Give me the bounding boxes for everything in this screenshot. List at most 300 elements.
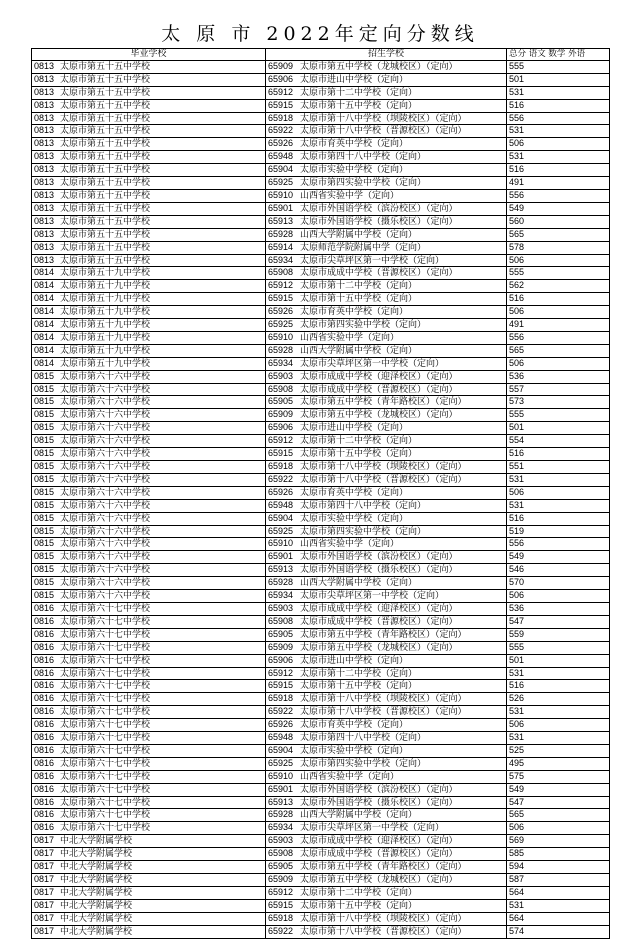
recruiting-school-name: 太原市进山中学校（定向）: [300, 74, 409, 85]
score-cell: [507, 809, 610, 822]
recruiting-school-code: 65926: [268, 719, 294, 730]
table-row: [32, 448, 610, 461]
recruiting-school-cell: [266, 306, 507, 319]
graduating-school-code: 0813: [34, 177, 55, 188]
table-row: [32, 577, 610, 590]
table-row: [32, 654, 610, 667]
recruiting-school-code: 65948: [268, 732, 294, 743]
recruiting-school-cell: [266, 809, 507, 822]
recruiting-school-cell: [266, 835, 507, 848]
graduating-school-code: 0815: [34, 499, 55, 510]
recruiting-school-cell: [266, 99, 507, 112]
total-score: 536: [509, 602, 525, 613]
total-score: 559: [509, 628, 525, 639]
graduating-school-cell: [32, 577, 266, 590]
table-row: [32, 861, 610, 874]
graduating-school-cell: [32, 73, 266, 86]
recruiting-school-code: 65901: [268, 783, 294, 794]
graduating-school-code: 0813: [34, 151, 55, 162]
graduating-school-code: 0817: [34, 848, 55, 859]
recruiting-school-code: 65906: [268, 422, 294, 433]
graduating-school-cell: [32, 60, 266, 73]
recruiting-school-code: 65903: [268, 602, 294, 613]
recruiting-school-code: 65934: [268, 254, 294, 265]
recruiting-school-code: 65918: [268, 693, 294, 704]
score-cell: [507, 138, 610, 151]
recruiting-school-cell: [266, 202, 507, 215]
graduating-school-name: 太原市第六十六中学校: [60, 526, 151, 537]
graduating-school-code: 0813: [34, 202, 55, 213]
recruiting-school-name: 太原市成成中学校（迎泽校区）（定向）: [300, 603, 458, 614]
table-row: [32, 189, 610, 202]
score-cell: [507, 499, 610, 512]
graduating-school-code: 0815: [34, 370, 55, 381]
header-graduating-school: 毕业学校: [32, 49, 266, 61]
score-cell: [507, 525, 610, 538]
recruiting-school-code: 65912: [268, 435, 294, 446]
graduating-school-code: 0816: [34, 628, 55, 639]
total-score: 501: [509, 73, 525, 84]
graduating-school-cell: [32, 602, 266, 615]
recruiting-school-name: 太原市第十五中学校（定向）: [300, 449, 418, 460]
graduating-school-code: 0815: [34, 564, 55, 575]
score-cell: [507, 835, 610, 848]
graduating-school-name: 太原市第六十七中学校: [60, 810, 151, 821]
table-row: [32, 564, 610, 577]
header-recruiting-school: 招生学校: [266, 49, 507, 61]
recruiting-school-code: 65908: [268, 615, 294, 626]
graduating-school-code: 0816: [34, 822, 55, 833]
score-cell: [507, 796, 610, 809]
recruiting-school-cell: [266, 189, 507, 202]
table-row: [32, 925, 610, 938]
recruiting-school-code: 65912: [268, 667, 294, 678]
recruiting-school-cell: [266, 357, 507, 370]
total-score: 555: [509, 641, 525, 652]
score-cell: [507, 306, 610, 319]
graduating-school-name: 太原市第五十五中学校: [60, 61, 151, 72]
score-cell: [507, 99, 610, 112]
total-score: 506: [509, 590, 525, 601]
graduating-school-name: 太原市第六十七中学校: [60, 771, 151, 782]
recruiting-school-cell: [266, 886, 507, 899]
graduating-school-code: 0813: [34, 138, 55, 149]
table-header-row: [32, 49, 610, 61]
table-row: [32, 86, 610, 99]
table-row: [32, 319, 610, 332]
recruiting-school-code: 65909: [268, 641, 294, 652]
graduating-school-code: 0813: [34, 241, 55, 252]
recruiting-school-code: 65901: [268, 551, 294, 562]
graduating-school-name: 中北大学附属学校: [60, 913, 133, 924]
recruiting-school-cell: [266, 138, 507, 151]
graduating-school-code: 0815: [34, 461, 55, 471]
recruiting-school-cell: [266, 280, 507, 293]
recruiting-school-cell: [266, 499, 507, 512]
total-score: 501: [509, 654, 525, 665]
total-score: 516: [509, 680, 525, 691]
score-cell: [507, 564, 610, 577]
score-cell: [507, 202, 610, 215]
recruiting-school-cell: [266, 370, 507, 383]
recruiting-school-name: 太原市第五中学校（龙城校区）（定向）: [300, 410, 458, 421]
total-score: 506: [509, 254, 525, 265]
score-cell: [507, 680, 610, 693]
graduating-school-name: 太原市第六十七中学校: [60, 707, 151, 718]
table-row: [32, 899, 610, 912]
recruiting-school-name: 太原市第十八中学校（坝陵校区）（定向）: [300, 694, 467, 705]
recruiting-school-name: 太原市成成中学校（晋源校区）（定向）: [300, 384, 458, 395]
table-row: [32, 293, 610, 306]
recruiting-school-name: 太原市第十八中学校（晋源校区）（定向）: [300, 474, 467, 485]
graduating-school-name: 太原市第六十七中学校: [60, 823, 151, 834]
graduating-school-cell: [32, 370, 266, 383]
table-row: [32, 499, 610, 512]
score-cell: [507, 241, 610, 254]
total-score: 547: [509, 615, 525, 626]
graduating-school-code: 0816: [34, 602, 55, 613]
graduating-school-cell: [32, 525, 266, 538]
total-score: 531: [509, 667, 525, 678]
total-score: 570: [509, 577, 525, 588]
table-row: [32, 912, 610, 925]
total-score: 506: [509, 719, 525, 730]
table-row: [32, 60, 610, 73]
page-title: 太 原 市 2022年定向分数线: [161, 23, 479, 45]
recruiting-school-cell: [266, 796, 507, 809]
graduating-school-code: 0815: [34, 473, 55, 484]
graduating-school-cell: [32, 551, 266, 564]
graduating-school-name: 太原市第五十五中学校: [60, 126, 151, 137]
graduating-school-code: 0816: [34, 719, 55, 730]
total-score: 536: [509, 370, 525, 381]
recruiting-school-name: 太原市外国语学校（滨汾校区）（定向）: [300, 203, 458, 214]
graduating-school-cell: [32, 706, 266, 719]
recruiting-school-code: 65915: [268, 680, 294, 691]
total-score: 506: [509, 138, 525, 149]
score-cell: [507, 357, 610, 370]
score-cell: [507, 177, 610, 190]
score-cell: [507, 577, 610, 590]
graduating-school-cell: [32, 744, 266, 757]
score-cell: [507, 293, 610, 306]
graduating-school-code: 0814: [34, 306, 55, 317]
recruiting-school-cell: [266, 422, 507, 435]
total-score: 531: [509, 473, 525, 484]
recruiting-school-name: 太原市尖草坪区第一中学校（定向）: [300, 591, 445, 602]
recruiting-school-name: 太原市第十五中学校（定向）: [300, 100, 418, 111]
recruiting-school-cell: [266, 874, 507, 887]
recruiting-school-name: 太原市第五中学校（青年路校区）（定向）: [300, 862, 467, 873]
graduating-school-code: 0816: [34, 744, 55, 755]
recruiting-school-name: 太原市第四实验中学校（定向）: [300, 320, 427, 331]
total-score: 506: [509, 822, 525, 833]
graduating-school-cell: [32, 422, 266, 435]
graduating-school-cell: [32, 783, 266, 796]
total-score: 564: [509, 886, 525, 897]
graduating-school-code: 0813: [34, 125, 55, 136]
recruiting-school-code: 65913: [268, 215, 294, 226]
total-score: 491: [509, 319, 525, 330]
recruiting-school-cell: [266, 706, 507, 719]
graduating-school-name: 太原市第六十六中学校: [60, 436, 151, 447]
total-score: 526: [509, 693, 525, 704]
graduating-school-name: 太原市第六十七中学校: [60, 694, 151, 705]
graduating-school-cell: [32, 680, 266, 693]
recruiting-school-code: 65905: [268, 861, 294, 872]
graduating-school-name: 太原市第五十五中学校: [60, 113, 151, 124]
table-row: [32, 680, 610, 693]
total-score: 560: [509, 215, 525, 226]
graduating-school-cell: [32, 874, 266, 887]
recruiting-school-code: 65926: [268, 306, 294, 317]
graduating-school-cell: [32, 770, 266, 783]
total-score: 573: [509, 396, 525, 407]
header-score-columns: 总分 语文 数学 外语: [507, 49, 610, 61]
graduating-school-name: 太原市第六十六中学校: [60, 539, 151, 550]
graduating-school-name: 太原市第六十六中学校: [60, 578, 151, 589]
table-row: [32, 241, 610, 254]
graduating-school-code: 0815: [34, 396, 55, 407]
graduating-school-cell: [32, 693, 266, 706]
recruiting-school-cell: [266, 254, 507, 267]
score-cell: [507, 435, 610, 448]
graduating-school-name: 中北大学附属学校: [60, 862, 133, 873]
graduating-school-code: 0816: [34, 757, 55, 768]
graduating-school-code: 0813: [34, 254, 55, 265]
recruiting-school-name: 太原市第四十八中学校（定向）: [300, 733, 427, 744]
recruiting-school-code: 65908: [268, 383, 294, 394]
graduating-school-code: 0815: [34, 409, 55, 420]
graduating-school-code: 0816: [34, 706, 55, 717]
graduating-school-name: 太原市第六十七中学校: [60, 758, 151, 769]
graduating-school-code: 0815: [34, 538, 55, 549]
graduating-school-name: 太原市第五十九中学校: [60, 294, 151, 305]
recruiting-school-code: 65928: [268, 344, 294, 355]
table-row: [32, 822, 610, 835]
recruiting-school-code: 65915: [268, 448, 294, 459]
graduating-school-cell: [32, 641, 266, 654]
recruiting-school-code: 65906: [268, 73, 294, 84]
graduating-school-cell: [32, 615, 266, 628]
recruiting-school-name: 太原市第五中学校（龙城校区）（定向）: [300, 61, 458, 72]
recruiting-school-code: 65925: [268, 177, 294, 188]
score-cell: [507, 73, 610, 86]
total-score: 564: [509, 912, 525, 923]
graduating-school-code: 0814: [34, 267, 55, 278]
score-cell: [507, 719, 610, 732]
graduating-school-cell: [32, 151, 266, 164]
recruiting-school-name: 太原市外国语学校（摄乐校区）（定向）: [300, 216, 458, 227]
recruiting-school-code: 65915: [268, 293, 294, 304]
recruiting-school-name: 山西省实验中学（定向）: [300, 771, 400, 782]
score-cell: [507, 512, 610, 525]
total-score: 565: [509, 344, 525, 355]
total-score: 547: [509, 796, 525, 807]
graduating-school-cell: [32, 293, 266, 306]
recruiting-school-code: 65908: [268, 848, 294, 859]
score-cell: [507, 886, 610, 899]
recruiting-school-code: 65915: [268, 99, 294, 110]
graduating-school-name: 太原市第六十七中学校: [60, 668, 151, 679]
score-cell: [507, 590, 610, 603]
graduating-school-code: 0813: [34, 164, 55, 175]
table-row: [32, 280, 610, 293]
recruiting-school-code: 65928: [268, 809, 294, 820]
score-cell: [507, 409, 610, 422]
recruiting-school-cell: [266, 693, 507, 706]
recruiting-school-cell: [266, 344, 507, 357]
recruiting-school-name: 山西大学附属中学校（定向）: [300, 810, 418, 821]
graduating-school-cell: [32, 461, 266, 474]
score-cell: [507, 383, 610, 396]
graduating-school-name: 太原市第六十六中学校: [60, 552, 151, 563]
recruiting-school-name: 山西省实验中学（定向）: [300, 190, 400, 201]
recruiting-school-cell: [266, 732, 507, 745]
graduating-school-cell: [32, 99, 266, 112]
graduating-school-name: 太原市第六十六中学校: [60, 591, 151, 602]
graduating-school-code: 0816: [34, 770, 55, 781]
recruiting-school-code: 65948: [268, 151, 294, 162]
table-row: [32, 874, 610, 887]
recruiting-school-name: 太原市第四十八中学校（定向）: [300, 152, 427, 163]
total-score: 575: [509, 770, 525, 781]
table-row: [32, 770, 610, 783]
table-row: [32, 796, 610, 809]
total-score: 554: [509, 435, 525, 446]
graduating-school-cell: [32, 177, 266, 190]
graduating-school-code: 0816: [34, 796, 55, 807]
graduating-school-name: 太原市第六十六中学校: [60, 397, 151, 408]
total-score: 531: [509, 732, 525, 743]
table-row: [32, 331, 610, 344]
recruiting-school-cell: [266, 177, 507, 190]
recruiting-school-name: 太原市育英中学校（定向）: [300, 487, 409, 498]
recruiting-school-cell: [266, 899, 507, 912]
graduating-school-code: 0816: [34, 667, 55, 678]
table-row: [32, 215, 610, 228]
recruiting-school-name: 太原市育英中学校（定向）: [300, 307, 409, 318]
graduating-school-cell: [32, 848, 266, 861]
recruiting-school-code: 65912: [268, 86, 294, 97]
graduating-school-name: 太原市第六十六中学校: [60, 449, 151, 460]
total-score: 551: [509, 461, 525, 471]
table-body: [32, 60, 610, 938]
total-score: 585: [509, 848, 525, 859]
recruiting-school-name: 太原市第十二中学校（定向）: [300, 281, 418, 292]
score-cell: [507, 422, 610, 435]
graduating-school-code: 0815: [34, 590, 55, 601]
table-row: [32, 551, 610, 564]
recruiting-school-name: 太原市第十二中学校（定向）: [300, 887, 418, 898]
recruiting-school-cell: [266, 822, 507, 835]
recruiting-school-name: 太原市第四实验中学校（定向）: [300, 178, 427, 189]
score-cell: [507, 615, 610, 628]
recruiting-school-name: 太原市实验中学校（定向）: [300, 513, 409, 524]
recruiting-school-name: 太原市第十二中学校（定向）: [300, 436, 418, 447]
graduating-school-cell: [32, 125, 266, 138]
graduating-school-code: 0815: [34, 486, 55, 497]
graduating-school-code: 0815: [34, 525, 55, 536]
recruiting-school-cell: [266, 396, 507, 409]
total-score: 516: [509, 164, 525, 175]
recruiting-school-code: 65904: [268, 164, 294, 175]
graduating-school-code: 0815: [34, 383, 55, 394]
graduating-school-cell: [32, 383, 266, 396]
graduating-school-cell: [32, 473, 266, 486]
table-row: [32, 809, 610, 822]
recruiting-school-code: 65926: [268, 486, 294, 497]
recruiting-school-cell: [266, 473, 507, 486]
score-cell: [507, 602, 610, 615]
recruiting-school-cell: [266, 925, 507, 938]
recruiting-school-cell: [266, 151, 507, 164]
recruiting-school-cell: [266, 680, 507, 693]
recruiting-school-code: 65904: [268, 744, 294, 755]
score-cell: [507, 770, 610, 783]
recruiting-school-cell: [266, 590, 507, 603]
recruiting-school-name: 太原市第四实验中学校（定向）: [300, 526, 427, 537]
graduating-school-code: 0815: [34, 435, 55, 446]
recruiting-school-cell: [266, 86, 507, 99]
recruiting-school-name: 太原市实验中学校（定向）: [300, 165, 409, 176]
table-row: [32, 202, 610, 215]
total-score: 531: [509, 125, 525, 136]
recruiting-school-name: 太原市第十八中学校（坝陵校区）（定向）: [300, 462, 467, 472]
recruiting-school-cell: [266, 744, 507, 757]
graduating-school-cell: [32, 138, 266, 151]
score-cell: [507, 215, 610, 228]
recruiting-school-cell: [266, 757, 507, 770]
recruiting-school-name: 太原市外国语学校（滨汾校区）（定向）: [300, 784, 458, 795]
table-row: [32, 383, 610, 396]
score-cell: [507, 448, 610, 461]
graduating-school-cell: [32, 732, 266, 745]
recruiting-school-cell: [266, 112, 507, 125]
graduating-school-name: 太原市第六十七中学校: [60, 797, 151, 808]
recruiting-school-code: 65922: [268, 925, 294, 936]
score-cell: [507, 319, 610, 332]
total-score: 556: [509, 112, 525, 123]
table-row: [32, 228, 610, 241]
graduating-school-cell: [32, 189, 266, 202]
graduating-school-name: 太原市第五十五中学校: [60, 139, 151, 150]
recruiting-school-cell: [266, 267, 507, 280]
table-row: [32, 783, 610, 796]
recruiting-school-cell: [266, 409, 507, 422]
table-row: [32, 538, 610, 551]
recruiting-school-code: 65903: [268, 835, 294, 846]
recruiting-school-name: 太原市第十五中学校（定向）: [300, 681, 418, 692]
recruiting-school-cell: [266, 861, 507, 874]
table-row: [32, 590, 610, 603]
graduating-school-name: 太原市第六十七中学校: [60, 616, 151, 627]
score-cell: [507, 60, 610, 73]
table-row: [32, 835, 610, 848]
score-cell: [507, 925, 610, 938]
graduating-school-cell: [32, 344, 266, 357]
score-cell: [507, 254, 610, 267]
graduating-school-name: 中北大学附属学校: [60, 887, 133, 898]
graduating-school-name: 太原市第六十七中学校: [60, 745, 151, 756]
score-cell: [507, 912, 610, 925]
graduating-school-name: 太原市第五十五中学校: [60, 152, 151, 163]
score-cell: [507, 538, 610, 551]
graduating-school-name: 太原市第五十五中学校: [60, 229, 151, 240]
table-row: [32, 693, 610, 706]
graduating-school-cell: [32, 267, 266, 280]
recruiting-school-cell: [266, 319, 507, 332]
